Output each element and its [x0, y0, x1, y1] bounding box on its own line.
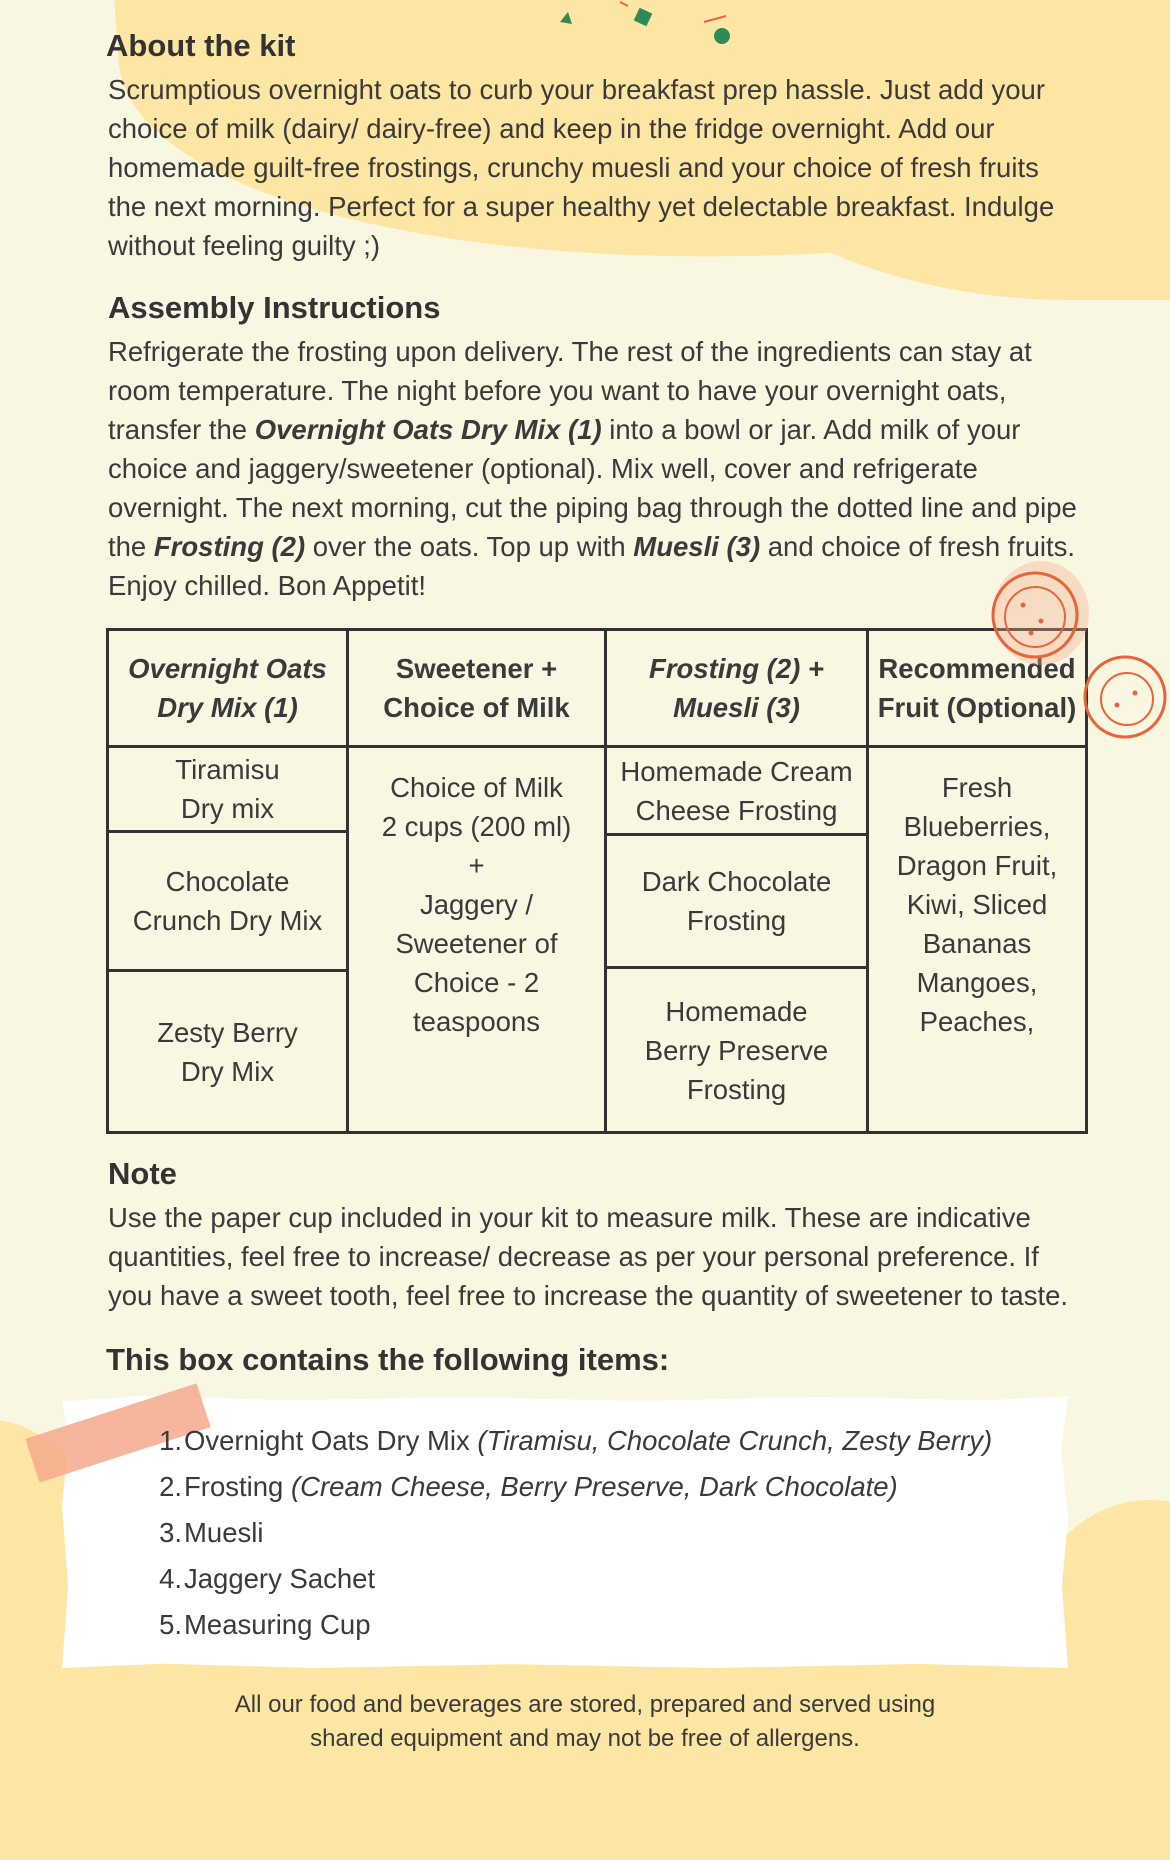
frosting-emphasis: Frosting (2): [153, 531, 306, 562]
header-frosting-muesli: [607, 631, 866, 745]
assembly-line: and choice of fresh fruits.: [760, 531, 1076, 562]
header-text: Frosting (2) +: [649, 653, 824, 684]
note-line: quantities, feel free to increase/ decrease as per your personal preference. If: [108, 1241, 1039, 1272]
cell-text: teaspoons: [413, 1006, 540, 1037]
cell-text: Dry Mix: [180, 1055, 275, 1087]
about-line: the next morning. Perfect for a super healthy yet delectable breakfast. Indulge: [108, 191, 1055, 222]
note-line: you have a sweet tooth, feel free to increase the quantity of sweetener to taste.: [108, 1280, 1069, 1311]
cell-text: Tiramisu: [175, 754, 280, 785]
item-detail: (Tiramisu, Chocolate Crunch, Zesty Berry): [477, 1425, 993, 1456]
assembly-paragraph: [108, 332, 1077, 605]
assembly-line: transfer the: [108, 414, 255, 445]
about-line: without feeling guilty ;): [108, 230, 381, 261]
cell-text: Dry mix: [180, 793, 275, 824]
item-number: 4.: [159, 1563, 182, 1594]
item-name: Overnight Oats Dry Mix: [184, 1425, 478, 1456]
table-border: [106, 1131, 1088, 1134]
disclaimer-line: All our food and beverages are stored, prepared and served using: [234, 1691, 936, 1718]
header-sweetener-milk: [349, 631, 604, 745]
cell-text: Fresh: [941, 772, 1013, 803]
cell-text: Homemade: [665, 995, 808, 1027]
cell-text: Berry Preserve: [644, 1034, 829, 1066]
item-detail: (Cream Cheese, Berry Preserve, Dark Chocolate): [290, 1471, 898, 1502]
cell-text: Chocolate: [165, 866, 290, 897]
item-number: 3.: [159, 1517, 182, 1548]
assembly-line: the: [108, 531, 154, 562]
allergen-disclaimer: [0, 1688, 1170, 1756]
about-line: homemade guilt-free frostings, crunchy muesli and your choice of fresh fruits: [108, 152, 1039, 183]
header-text: Recommended: [878, 653, 1076, 684]
header-text: Sweetener +: [395, 653, 558, 684]
cell-text: Zesty Berry: [157, 1016, 298, 1048]
header-text: Fruit (Optional): [877, 692, 1077, 723]
frosting-berry-preserve: [607, 969, 866, 1131]
cell-text: 2 cups (200 ml): [381, 811, 572, 842]
box-items-list: [150, 1418, 992, 1648]
cell-text: Crunch Dry Mix: [132, 905, 323, 936]
scribble-circles-decoration: [975, 555, 1170, 765]
header-text: Dry Mix (1): [157, 692, 298, 723]
cell-text: Bananas: [922, 928, 1032, 959]
cell-text: Choice - 2: [413, 967, 540, 998]
assembly-line: Refrigerate the frosting upon delivery. The rest of the ingredients can stay at: [108, 336, 1032, 367]
assembly-heading: Assembly Instructions: [108, 290, 441, 325]
dry-mix-tiramisu: [109, 748, 346, 830]
item-name: Frosting: [184, 1471, 291, 1502]
header-text: Overnight Oats: [128, 653, 327, 684]
header-dry-mix: [109, 631, 346, 745]
list-item: [150, 1510, 992, 1556]
item-number: 1.: [159, 1425, 182, 1456]
list-item: [150, 1418, 992, 1464]
assembly-line: overnight. The next morning, cut the piping bag through the dotted line and pipe: [108, 492, 1077, 523]
cell-text: Dragon Fruit,: [896, 850, 1058, 881]
note-heading: Note: [108, 1156, 177, 1191]
cell-text: Cheese Frosting: [635, 794, 838, 826]
cell-text: Homemade Cream: [620, 755, 853, 787]
cell-text: Jaggery /: [419, 889, 534, 920]
cell-text: Mangoes,: [916, 967, 1038, 998]
item-name: Muesli: [184, 1517, 264, 1548]
list-item: [150, 1464, 992, 1510]
fruits-cell: [869, 748, 1085, 1131]
assembly-line: into a bowl or jar. Add milk of your: [601, 414, 1021, 445]
dry-mix-zesty-berry: [109, 972, 346, 1131]
header-text: Muesli (3): [673, 692, 800, 723]
item-name: Jaggery Sachet: [184, 1563, 376, 1594]
box-contents-heading: This box contains the following items:: [106, 1342, 670, 1377]
about-line: choice of milk (dairy/ dairy-free) and keep in the fridge overnight. Add our: [108, 113, 995, 144]
list-item: [150, 1556, 992, 1602]
cell-text: Blueberries,: [903, 811, 1051, 842]
assembly-line: Enjoy chilled. Bon Appetit!: [108, 570, 426, 601]
note-line: Use the paper cup included in your kit to measure milk. These are indicative: [108, 1202, 1031, 1233]
cell-text: Kiwi, Sliced: [906, 889, 1048, 920]
cell-text: Sweetener of: [395, 928, 558, 959]
note-paragraph: [108, 1198, 1068, 1315]
item-number: 5.: [159, 1609, 182, 1640]
kit-table: [106, 628, 1088, 1134]
list-item: [150, 1602, 992, 1648]
assembly-line: choice and jaggery/sweetener (optional). Mix well, cover and refrigerate: [108, 453, 978, 484]
frosting-dark-chocolate: [607, 836, 866, 966]
cell-text: Dark Chocolate: [641, 866, 832, 897]
header-text: Choice of Milk: [383, 692, 570, 723]
item-number: 2.: [159, 1471, 182, 1502]
dry-mix-chocolate-crunch: [109, 833, 346, 969]
milk-sweetener-cell: [349, 748, 604, 1131]
assembly-line: over the oats. Top up with: [305, 531, 634, 562]
muesli-emphasis: Muesli (3): [633, 531, 761, 562]
cell-text: +: [468, 850, 485, 881]
cell-text: Frosting: [686, 905, 787, 936]
assembly-line: room temperature. The night before you want to have your overnight oats,: [108, 375, 1007, 406]
cell-text: Peaches,: [919, 1006, 1035, 1037]
dry-mix-emphasis: Overnight Oats Dry Mix (1): [254, 414, 602, 445]
about-paragraph: [108, 70, 1054, 265]
about-line: Scrumptious overnight oats to curb your breakfast prep hassle. Just add your: [108, 74, 1046, 105]
cell-text: Frosting: [686, 1073, 787, 1105]
disclaimer-line: shared equipment and may not be free of allergens.: [310, 1725, 860, 1752]
cell-text: Choice of Milk: [390, 772, 563, 803]
item-name: Measuring Cup: [184, 1609, 371, 1640]
frosting-cream-cheese: [607, 748, 866, 833]
about-heading: About the kit: [106, 28, 296, 63]
